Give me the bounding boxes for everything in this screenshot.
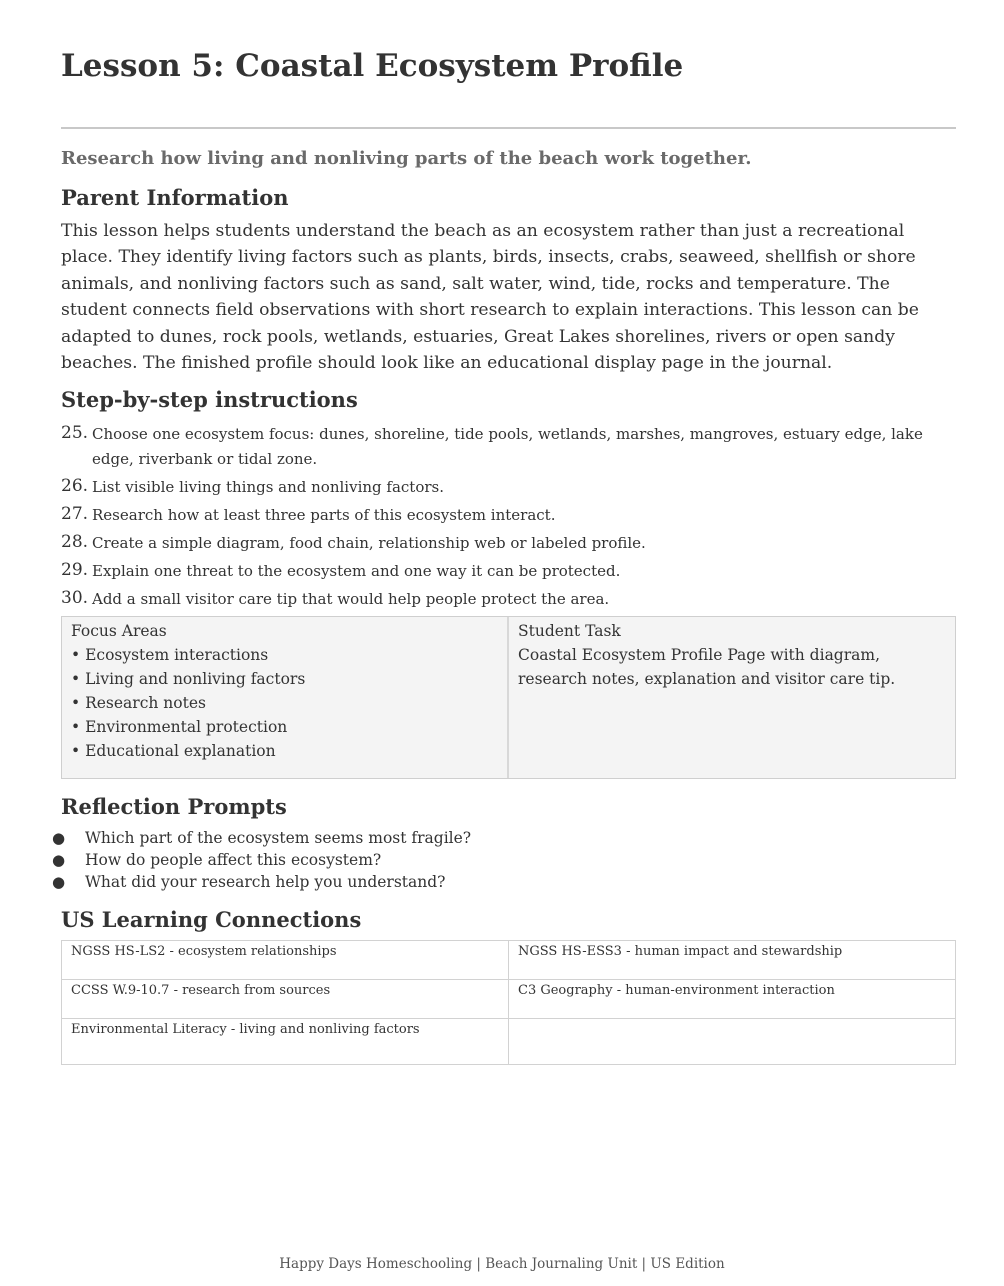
reflection-item bbox=[52, 827, 472, 849]
step-item bbox=[61, 587, 956, 612]
focus-area-item: • Educational explanation bbox=[71, 742, 276, 760]
focus-area-item: • Ecosystem interactions bbox=[71, 646, 269, 664]
table-cell: NGSS HS-LS2 - ecosystem relationships bbox=[62, 941, 509, 980]
student-task-heading: Student Task bbox=[518, 622, 621, 640]
reflection-list bbox=[52, 827, 472, 893]
bullet-icon: ● bbox=[52, 851, 66, 869]
connections-table bbox=[61, 940, 956, 1065]
step-number: 25. bbox=[61, 423, 89, 443]
page-footer: Happy Days Homeschooling | Beach Journaling Unit | US Edition bbox=[279, 1256, 725, 1272]
bullet-icon: ● bbox=[52, 829, 66, 847]
focus-areas-panel bbox=[62, 617, 509, 778]
step-number: 30. bbox=[61, 588, 89, 608]
reflection-item bbox=[52, 849, 471, 871]
focus-task-box bbox=[61, 616, 956, 779]
title-divider bbox=[61, 127, 956, 129]
reflection-text: How do people affect this ecosystem? bbox=[85, 851, 382, 869]
step-text: Explain one threat to the ecosystem and one way it can be protected. bbox=[92, 562, 621, 580]
step-text: List visible living things and nonliving factors. bbox=[92, 478, 444, 496]
reflection-text: What did your research help you understand? bbox=[85, 873, 446, 891]
table-cell: NGSS HS-ESS3 - human impact and stewardship bbox=[509, 941, 956, 980]
focus-area-item: • Environmental protection bbox=[71, 718, 288, 736]
page-title: Lesson 5: Coastal Ecosystem Profile bbox=[61, 48, 684, 84]
table-row bbox=[62, 1019, 956, 1065]
reflection-heading: Reflection Prompts bbox=[61, 794, 287, 819]
student-task-panel bbox=[509, 617, 955, 778]
student-task-text: Coastal Ecosystem Profile Page with diagram, research notes, explanation and visitor care tip. bbox=[518, 646, 896, 688]
step-item bbox=[61, 475, 956, 500]
step-text: Research how at least three parts of this ecosystem interact. bbox=[92, 506, 556, 524]
step-item bbox=[61, 531, 956, 556]
step-number: 26. bbox=[61, 476, 89, 496]
table-cell bbox=[509, 1019, 956, 1065]
step-number: 28. bbox=[61, 532, 89, 552]
step-item bbox=[61, 559, 956, 584]
parent-info-heading: Parent Information bbox=[61, 185, 289, 210]
step-number: 29. bbox=[61, 560, 89, 580]
step-item bbox=[61, 503, 956, 528]
step-text: Add a small visitor care tip that would help people protect the area. bbox=[92, 590, 610, 608]
focus-area-item: • Living and nonliving factors bbox=[71, 670, 306, 688]
bullet-icon: ● bbox=[52, 873, 66, 891]
table-row bbox=[62, 941, 956, 980]
step-number: 27. bbox=[61, 504, 89, 524]
steps-list bbox=[61, 422, 956, 615]
parent-info-text: This lesson helps students understand the beach as an ecosystem rather than just a recreational place. They identify living factors such as plants, birds, insects, crabs, seaweed, shellfish or shore animals, and nonliving factors such as sand, salt water, wind, tide, rocks and temperature. The student connects field observations with short research to explain interactions. This lesson can be adapted to dunes, rock pools, wetlands, estuaries, Great Lakes shorelines, rivers or open sandy beaches. The finished profile should look like an educational display page in the journal. bbox=[61, 221, 919, 374]
step-text: Choose one ecosystem focus: dunes, shoreline, tide pools, wetlands, marshes, mangroves, estuary edge, lake edge, riverbank or tidal zone. bbox=[92, 425, 923, 468]
focus-area-item: • Research notes bbox=[71, 694, 206, 712]
table-cell: Environmental Literacy - living and nonliving factors bbox=[62, 1019, 509, 1065]
step-text: Create a simple diagram, food chain, relationship web or labeled profile. bbox=[92, 534, 646, 552]
steps-heading: Step-by-step instructions bbox=[61, 387, 358, 412]
table-row bbox=[62, 980, 956, 1019]
focus-areas-heading: Focus Areas bbox=[71, 622, 167, 640]
page-subtitle: Research how living and nonliving parts of the beach work together. bbox=[61, 148, 752, 169]
table-cell: CCSS W.9-10.7 - research from sources bbox=[62, 980, 509, 1019]
reflection-item bbox=[52, 871, 471, 893]
connections-heading: US Learning Connections bbox=[61, 907, 362, 932]
table-cell: C3 Geography - human-environment interaction bbox=[509, 980, 956, 1019]
step-item bbox=[61, 422, 956, 472]
reflection-text: Which part of the ecosystem seems most fragile? bbox=[85, 829, 472, 847]
